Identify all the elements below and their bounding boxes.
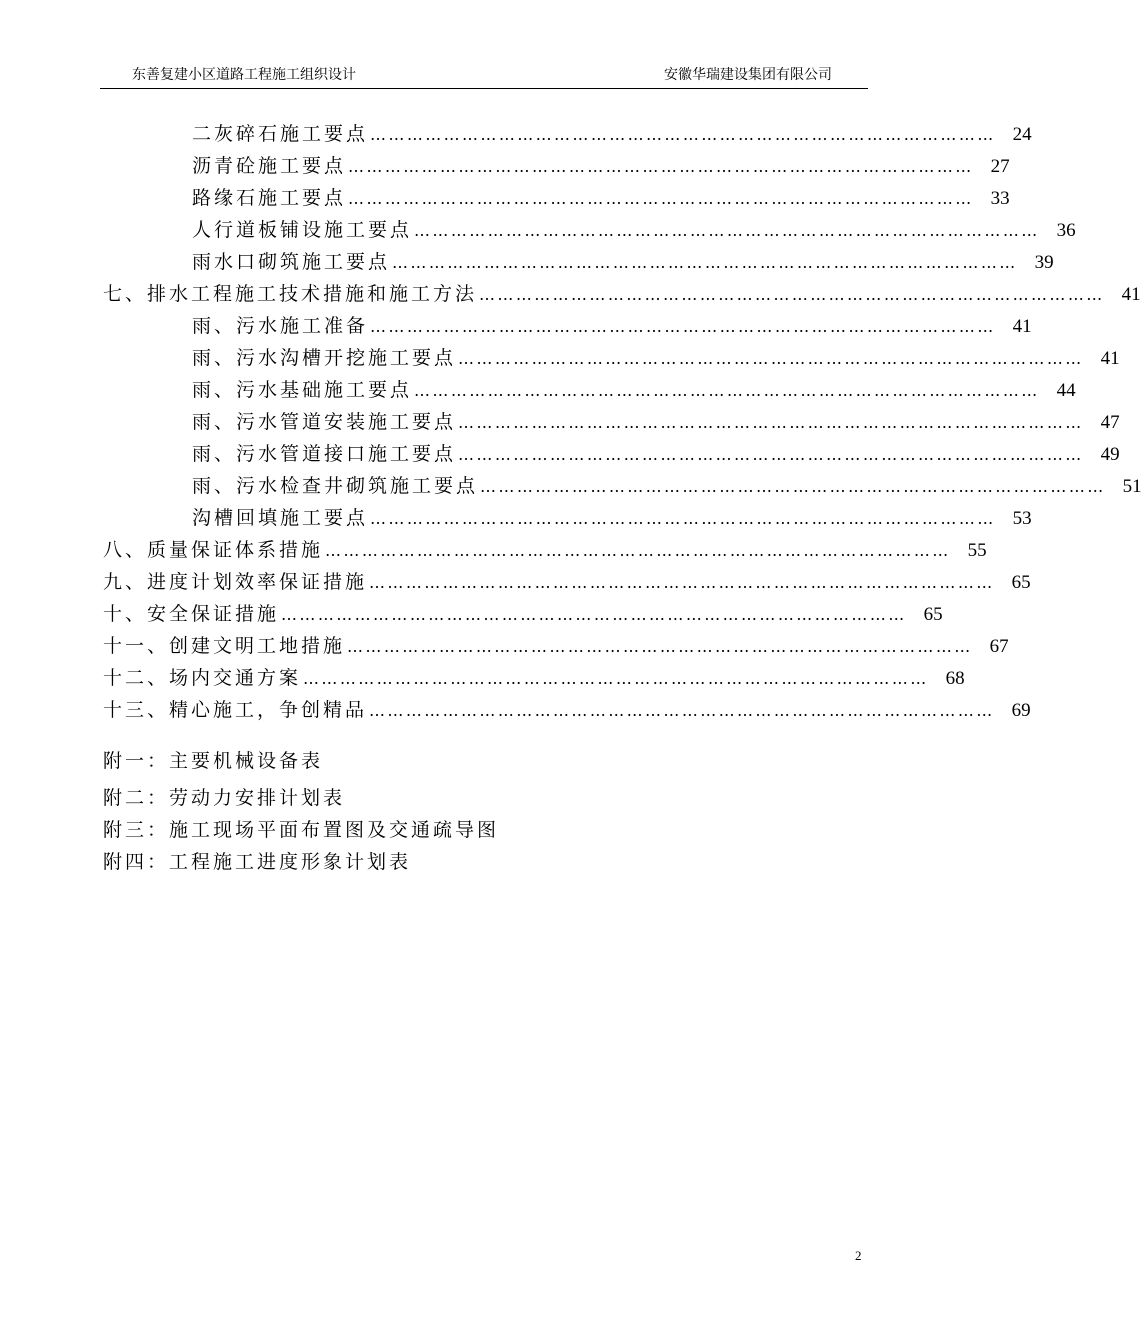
dot-leader: ………………………………………………………………………………………… (370, 125, 996, 144)
toc-entry-title: 十二、场内交通方案 (103, 667, 302, 689)
toc-entry[interactable] (103, 598, 943, 630)
toc-entry-page: 67 (989, 636, 1009, 657)
toc-entry-title: 雨水口砌筑施工要点 (192, 251, 391, 273)
toc-entry[interactable] (192, 342, 1120, 374)
dot-leader: ………………………………………………………………………………………… (480, 477, 1106, 496)
toc-entry-title: 八、质量保证体系措施 (103, 539, 324, 561)
toc-entry-page: 44 (1056, 380, 1076, 401)
toc-entry-title: 七、排水工程施工技术措施和施工方法 (103, 283, 478, 305)
toc-entry-title: 二灰碎石施工要点 (192, 123, 369, 145)
dot-leader: ………………………………………………………………………………………… (370, 509, 996, 528)
toc-entry-page: 41 (1121, 284, 1141, 305)
dot-leader: ………………………………………………………………………………………… (303, 669, 929, 688)
toc-entry-page: 65 (923, 604, 943, 625)
toc-entry-page: 68 (945, 668, 965, 689)
appendix-item: 附二：劳动力安排计划表 (103, 787, 346, 809)
appendix-item: 附四：工程施工进度形象计划表 (103, 851, 412, 873)
toc-entry-page: 39 (1034, 252, 1054, 273)
toc-entry[interactable] (192, 214, 1076, 246)
toc-entry[interactable] (103, 630, 1009, 662)
appendix-item: 附一：主要机械设备表 (103, 750, 324, 772)
toc-entry-title: 雨、污水基础施工要点 (192, 379, 413, 401)
toc-entry[interactable] (192, 182, 1010, 214)
toc-entry-page: 69 (1011, 700, 1031, 721)
toc-entry-title: 人行道板铺设施工要点 (192, 219, 413, 241)
toc-entry[interactable] (192, 118, 1032, 150)
dot-leader: ………………………………………………………………………………………… (348, 189, 974, 208)
dot-leader: ………………………………………………………………………………………… (414, 221, 1040, 240)
toc-entry-page: 41 (1012, 316, 1032, 337)
toc-entry[interactable] (192, 438, 1120, 470)
dot-leader: ………………………………………………………………………………………… (325, 541, 951, 560)
toc-entry-title: 路缘石施工要点 (192, 187, 347, 209)
toc-entry-page: 27 (990, 156, 1010, 177)
toc-entry-title: 沟槽回填施工要点 (192, 507, 369, 529)
dot-leader: ………………………………………………………………………………………… (347, 637, 973, 656)
toc-entry-title: 十、安全保证措施 (103, 603, 280, 625)
dot-leader: ………………………………………………………………………………………… (479, 285, 1105, 304)
dot-leader: ………………………………………………………………………………………… (348, 157, 974, 176)
toc-entry-page: 47 (1100, 412, 1120, 433)
toc-entry[interactable] (103, 662, 965, 694)
toc-entry-title: 十一、创建文明工地措施 (103, 635, 346, 657)
dot-leader: ………………………………………………………………………………………… (458, 445, 1084, 464)
toc-entry[interactable] (103, 278, 1141, 310)
toc-entry[interactable] (192, 406, 1120, 438)
toc-entry-title: 十三、精心施工，争创精品 (103, 699, 368, 721)
dot-leader: ………………………………………………………………………………………… (369, 701, 995, 720)
appendix-item: 附三：施工现场平面布置图及交通疏导图 (103, 819, 500, 841)
toc-entry[interactable] (192, 502, 1032, 534)
toc-entry-title: 沥青砼施工要点 (192, 155, 347, 177)
dot-leader: ………………………………………………………………………………………… (458, 349, 1084, 368)
toc-entry[interactable] (192, 374, 1076, 406)
page-header (100, 66, 868, 89)
toc-entry-page: 33 (990, 188, 1010, 209)
toc-entry-title: 雨、污水管道接口施工要点 (192, 443, 457, 465)
toc-entry[interactable] (192, 470, 1142, 502)
toc-entry-page: 55 (967, 540, 987, 561)
toc-entry-title: 雨、污水施工准备 (192, 315, 369, 337)
toc-entry-page: 24 (1012, 124, 1032, 145)
dot-leader: ………………………………………………………………………………………… (369, 573, 995, 592)
toc-entry[interactable] (103, 694, 1031, 726)
toc-entry-title: 雨、污水沟槽开挖施工要点 (192, 347, 457, 369)
toc-entry-page: 65 (1011, 572, 1031, 593)
toc-entry-page: 41 (1100, 348, 1120, 369)
toc-entry-title: 雨、污水检查井砌筑施工要点 (192, 475, 479, 497)
toc-entry-page: 36 (1056, 220, 1076, 241)
toc-entry[interactable] (192, 150, 1010, 182)
toc-entry[interactable] (103, 534, 987, 566)
header-company-name: 安徽华瑞建设集团有限公司 (664, 67, 832, 83)
toc-entry-title: 九、进度计划效率保证措施 (103, 571, 368, 593)
dot-leader: ………………………………………………………………………………………… (392, 253, 1018, 272)
toc-entry-page: 53 (1012, 508, 1032, 529)
dot-leader: ………………………………………………………………………………………… (370, 317, 996, 336)
toc-entry-page: 49 (1100, 444, 1120, 465)
page-number: 2 (855, 1248, 862, 1263)
toc-entry[interactable] (192, 246, 1054, 278)
dot-leader: ………………………………………………………………………………………… (281, 605, 907, 624)
toc-entry-title: 雨、污水管道安装施工要点 (192, 411, 457, 433)
dot-leader: ………………………………………………………………………………………… (414, 381, 1040, 400)
toc-entry-page: 51 (1122, 476, 1142, 497)
toc-entry[interactable] (192, 310, 1032, 342)
toc-entry[interactable] (103, 566, 1031, 598)
dot-leader: ………………………………………………………………………………………… (458, 413, 1084, 432)
header-document-title: 东善复建小区道路工程施工组织设计 (132, 67, 356, 83)
